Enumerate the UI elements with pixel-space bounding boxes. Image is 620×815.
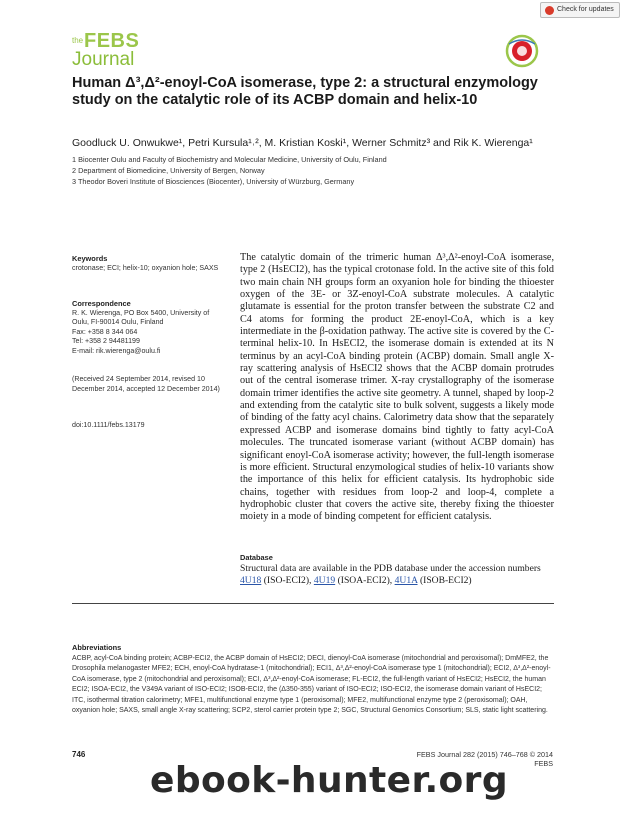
email-link[interactable]: E-mail: rik.wierenga@oulu.fi	[72, 346, 161, 355]
correspondence-line: Fax: +358 8 344 064	[72, 327, 138, 336]
journal-footer: FEBS Journal 282 (2015) 746–768 © 2014 FEBS	[416, 750, 553, 768]
doi-link[interactable]: doi:10.1111/febs.13179	[72, 421, 145, 429]
check-for-updates-button[interactable]	[540, 2, 620, 18]
pdb-link-4u19[interactable]: 4U19	[313, 575, 336, 586]
correspondence-line: R. K. Wierenga, PO Box 5400, University of	[72, 308, 210, 317]
correspondence-line: Oulu, FI-90014 Oulu, Finland	[72, 318, 164, 327]
affiliation-1: 1 Biocenter Oulu and Faculty of Biochemistry and Molecular Medicine, University of Oulu, Finland	[72, 155, 387, 164]
correspondence-heading: Correspondence	[72, 299, 131, 308]
received-dates: (Received 24 September 2014, revised 10 December 2014, accepted 12 December 2014)	[72, 375, 220, 393]
affiliation-2: 2 Department of Biomedicine, University of Bergen, Norway	[72, 166, 265, 175]
febs-journal-logo	[72, 32, 140, 72]
watermark-text: ebook-hunter.org	[150, 760, 508, 801]
febs-emblem-icon	[505, 34, 539, 68]
pdb-label: (ISOB-ECI2)	[419, 575, 472, 586]
section-divider	[72, 603, 554, 604]
keywords-section	[72, 254, 220, 273]
keywords-text: crotonase; ECI; helix-10; oxyanion hole; SAXS	[72, 263, 219, 272]
pdb-link-4u18[interactable]: 4U18	[240, 575, 262, 586]
database-text	[240, 563, 558, 587]
pdb-label: (ISOA-ECI2),	[337, 575, 393, 586]
logo-febs: FEBS	[84, 30, 140, 52]
check-updates-label: Check for updates	[557, 6, 614, 13]
abbreviations-heading: Abbreviations	[72, 643, 122, 652]
database-heading: Database	[240, 553, 273, 562]
page-number: 746	[72, 750, 86, 759]
logo-journal: Journal	[72, 49, 135, 70]
crossmark-icon	[545, 6, 554, 15]
affiliation-3: 3 Theodor Boveri Institute of Biosciences (Biocenter), University of Würzburg, Germany	[72, 177, 355, 186]
database-intro: Structural data are available in the PDB database under the accession numbers	[240, 563, 541, 574]
correspondence-line: Tel: +358 2 94481199	[72, 337, 140, 346]
logo-the: the	[72, 36, 84, 45]
abbreviations-text: ACBP, acyl-CoA binding protein; ACBP-ECI2, the ACBP domain of HsECI2; DECI, dienoyl-CoA isomerase (mitochondrial and peroxisomal); DmMFE2, the Drosophila melanogaster MFE2; ECH, enoyl-CoA hydratase-1 (mitochondrial); ECI1, Δ³,Δ²-enoyl-CoA isomerase type 1 (mitochondrial); ECI2, Δ³,Δ²-enoyl-CoA isomerase, type 2 (mitochondrial and peroxisomal); ECI, Δ³,Δ²-enoyl-CoA isomerase; FL-ECI2, the full-length variant of HsECI2; HsECI2, the human ECI2; ISOA-ECI2, the V349A variant of ISO-ECI2; ISOB-ECI2, the (Δ350-355) variant of ISO-ECI2; ISO-ECI2, the isomerase domain variant of HsECI2; ITC, isothermal titration calorimetry; MFE1, multifunctional enzyme type 1 (peroxisomal); MFE2, multifunctional enzyme type 2 (peroxisomal); OAH, oxyanion hole; SAXS, small angle X-ray scattering; SCP2, sterol carrier protein type 2; SGC, Structural Genomics Consortium; SLS, static light scattering.	[72, 655, 551, 715]
abstract-text: The catalytic domain of the trimeric human Δ³,Δ²-enoyl-CoA isomerase, type 2 (HsECI2), has the typical crotonase fold. In the active site of this fold two main chain NH groups form an oxyanion hole for binding the thioester oxygen of the 3E- or 3Z-enoyl-CoA substrate molecules. A catalytic glutamate is essential for the proton transfer between the substrate C2 and C4 atoms for forming the product 2E-enoyl-CoA, which is a key intermediate in the β-oxidation pathway. The active site is covered by the C-terminal helix-10. In HsECI2, the isomerase domain is extended at its N terminus by an acyl-CoA binding protein (ACBP) domain. Small angle X-ray scattering analysis of HsECI2 shows that the ACBP domain protrudes out of the central isomerase trimer. X-ray crystallography of the isomerase domain trimer identifies the active site geometry. A tunnel, shaped by loop-2 and extending from the catalytic site to bulk solvent, suggests a likely mode of binding of the fatty acyl chains. Calorimetry data show that the separately expressed ACBP and isomerase domains bind tightly to fatty acyl-CoA molecules. The truncated isomerase variant (without ACBP domain) has significant enoyl-CoA isomerase activity; however, the full-length isomerase is more efficient. Structural enzymological studies of helix-10 variants show the importance of this helix for efficient catalysis. Its hydrophobic side chains, together with residues from loop-2 and loop-4, complete a hydrophobic cluster that covers the active site, thereby fixing the thioester moiety in a mode of binding competent for efficient catalysis.	[240, 252, 554, 523]
article-title: Human Δ³,Δ²-enoyl-CoA isomerase, type 2: a structural enzymology study on the catalytic role of its ACBP domain and helix-10	[72, 75, 538, 108]
correspondence-section	[72, 299, 220, 357]
author-list: Goodluck U. Onwukwe¹, Petri Kursula¹˒², M. Kristian Koski¹, Werner Schmitz³ and Rik K. Wierenga¹	[72, 137, 533, 149]
pdb-link-4u1a[interactable]: 4U1A	[394, 575, 418, 586]
keywords-heading: Keywords	[72, 254, 108, 263]
pdb-label: (ISO-ECI2),	[263, 575, 312, 586]
